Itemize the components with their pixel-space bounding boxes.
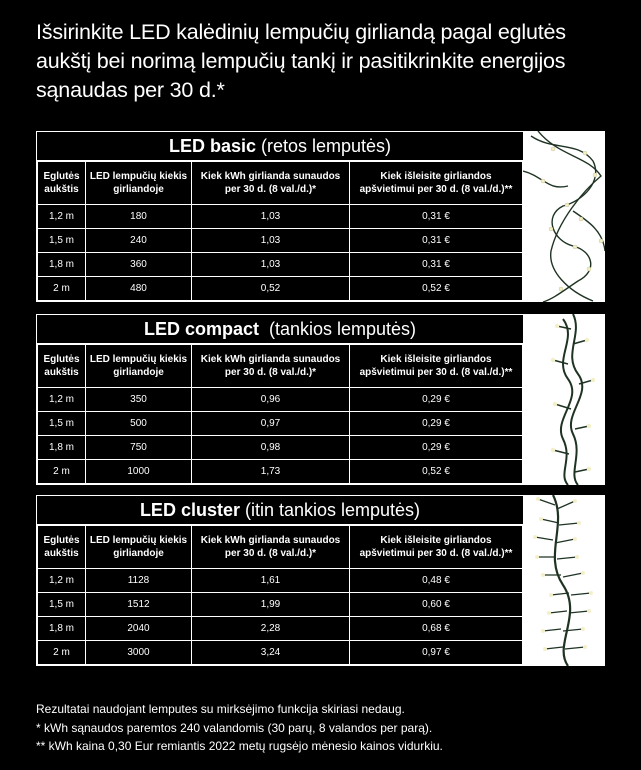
section-title	[37, 315, 523, 344]
header-led-count: LED lempučių kiekis girliandoje	[86, 162, 192, 205]
cell-count: 750	[86, 436, 192, 460]
header-kwh: Kiek kWh girlianda sunaudos per 30 d. (8 val./d.)*	[192, 345, 350, 388]
cell-count: 500	[86, 412, 192, 436]
cell-kwh: 1,73	[192, 460, 350, 484]
table-row	[38, 229, 523, 253]
table-row	[38, 593, 523, 617]
cell-count: 2040	[86, 617, 192, 641]
cell-height: 1,2 m	[38, 388, 86, 412]
cell-cost: 0,52 €	[350, 277, 523, 301]
footnote-general: Rezultatai naudojant lemputes su mirksėjimo funkcija skiriasi nedaug.	[36, 702, 405, 716]
table-row	[38, 205, 523, 229]
section-title	[37, 132, 523, 161]
cell-count: 1000	[86, 460, 192, 484]
footnotes	[36, 700, 443, 756]
photo-led-cluster	[523, 495, 605, 666]
table-row	[38, 253, 523, 277]
cell-cost: 0,97 €	[350, 641, 523, 665]
cell-count: 350	[86, 388, 192, 412]
table-header-row	[38, 526, 523, 569]
header-height: Eglutės aukštis	[38, 162, 86, 205]
cell-cost: 0,31 €	[350, 229, 523, 253]
garland-cluster-image	[523, 495, 605, 666]
cell-count: 480	[86, 277, 192, 301]
section-title-bold: LED compact	[143, 319, 259, 339]
cell-kwh: 1,03	[192, 253, 350, 277]
table-header-row	[38, 162, 523, 205]
garland-basic-image	[523, 131, 605, 302]
cell-count: 240	[86, 229, 192, 253]
header-height: Eglutės aukštis	[38, 526, 86, 569]
cell-cost: 0,29 €	[350, 412, 523, 436]
cell-count: 1512	[86, 593, 192, 617]
table-row	[38, 569, 523, 593]
cell-height: 1,5 m	[38, 593, 86, 617]
cell-cost: 0,29 €	[350, 388, 523, 412]
cell-cost: 0,31 €	[350, 253, 523, 277]
header-cost: Kiek išleisite girliandos apšvietimui per 30 d. (8 val./d.)**	[350, 526, 523, 569]
cell-kwh: 2,28	[192, 617, 350, 641]
header-cost: Kiek išleisite girliandos apšvietimui per 30 d. (8 val./d.)**	[350, 162, 523, 205]
footnote-price: ** kWh kaina 0,30 Eur remiantis 2022 metų rugsėjo mėnesio kainos vidurkiu.	[36, 739, 443, 753]
cell-count: 3000	[86, 641, 192, 665]
section-title-normal: (retos lemputės)	[255, 136, 392, 156]
cell-kwh: 0,52	[192, 277, 350, 301]
header-height: Eglutės aukštis	[38, 345, 86, 388]
section-led-basic	[36, 131, 524, 302]
header-led-count: LED lempučių kiekis girliandoje	[86, 526, 192, 569]
cell-count: 180	[86, 205, 192, 229]
header-led-count: LED lempučių kiekis girliandoje	[86, 345, 192, 388]
cell-kwh: 0,96	[192, 388, 350, 412]
table-header-row	[38, 345, 523, 388]
footnote-kwh: * kWh sąnaudos paremtos 240 valandomis (30 parų, 8 valandos per parą).	[36, 720, 433, 735]
cell-height: 2 m	[38, 460, 86, 484]
table-row	[38, 412, 523, 436]
cell-height: 1,8 m	[38, 436, 86, 460]
section-title	[37, 496, 523, 525]
cell-kwh: 1,03	[192, 229, 350, 253]
cell-kwh: 1,03	[192, 205, 350, 229]
cell-cost: 0,29 €	[350, 436, 523, 460]
header-cost: Kiek išleisite girliandos apšvietimui per 30 d. (8 val./d.)**	[350, 345, 523, 388]
table-row	[38, 617, 523, 641]
cell-height: 1,8 m	[38, 617, 86, 641]
table-row	[38, 277, 523, 301]
section-led-cluster	[36, 495, 524, 666]
cell-kwh: 1,61	[192, 569, 350, 593]
header-kwh: Kiek kWh girlianda sunaudos per 30 d. (8 val./d.)*	[192, 526, 350, 569]
photo-led-compact	[523, 314, 605, 485]
section-led-compact	[36, 314, 524, 485]
cell-count: 360	[86, 253, 192, 277]
intro-heading: Išsirinkite LED kalėdinių lempučių girliandą pagal eglutės aukštį bei norimą lempučių tankį ir pasitikrinkite energijos sąnaudas per 30 d.*	[36, 20, 566, 102]
table-row	[38, 641, 523, 665]
cell-height: 1,5 m	[38, 229, 86, 253]
cell-height: 1,2 m	[38, 205, 86, 229]
cell-height: 1,8 m	[38, 253, 86, 277]
cell-cost: 0,68 €	[350, 617, 523, 641]
cell-height: 2 m	[38, 277, 86, 301]
cell-cost: 0,60 €	[350, 593, 523, 617]
cell-kwh: 0,98	[192, 436, 350, 460]
section-title-normal: (itin tankios lemputės)	[239, 500, 421, 520]
garland-compact-image	[523, 314, 605, 485]
cell-cost: 0,31 €	[350, 205, 523, 229]
consumption-table	[37, 344, 523, 484]
cell-height: 1,2 m	[38, 569, 86, 593]
consumption-table	[37, 525, 523, 665]
header-kwh: Kiek kWh girlianda sunaudos per 30 d. (8 val./d.)*	[192, 162, 350, 205]
cell-kwh: 3,24	[192, 641, 350, 665]
cell-cost: 0,52 €	[350, 460, 523, 484]
table-row	[38, 460, 523, 484]
cell-count: 1128	[86, 569, 192, 593]
photo-led-basic	[523, 131, 605, 302]
consumption-table	[37, 161, 523, 301]
cell-kwh: 1,99	[192, 593, 350, 617]
cell-kwh: 0,97	[192, 412, 350, 436]
cell-cost: 0,48 €	[350, 569, 523, 593]
cell-height: 1,5 m	[38, 412, 86, 436]
section-title-normal: (tankios lemputės)	[258, 319, 417, 339]
table-row	[38, 388, 523, 412]
section-title-bold: LED cluster	[139, 500, 240, 520]
cell-height: 2 m	[38, 641, 86, 665]
table-row	[38, 436, 523, 460]
section-title-bold: LED basic	[168, 136, 256, 156]
